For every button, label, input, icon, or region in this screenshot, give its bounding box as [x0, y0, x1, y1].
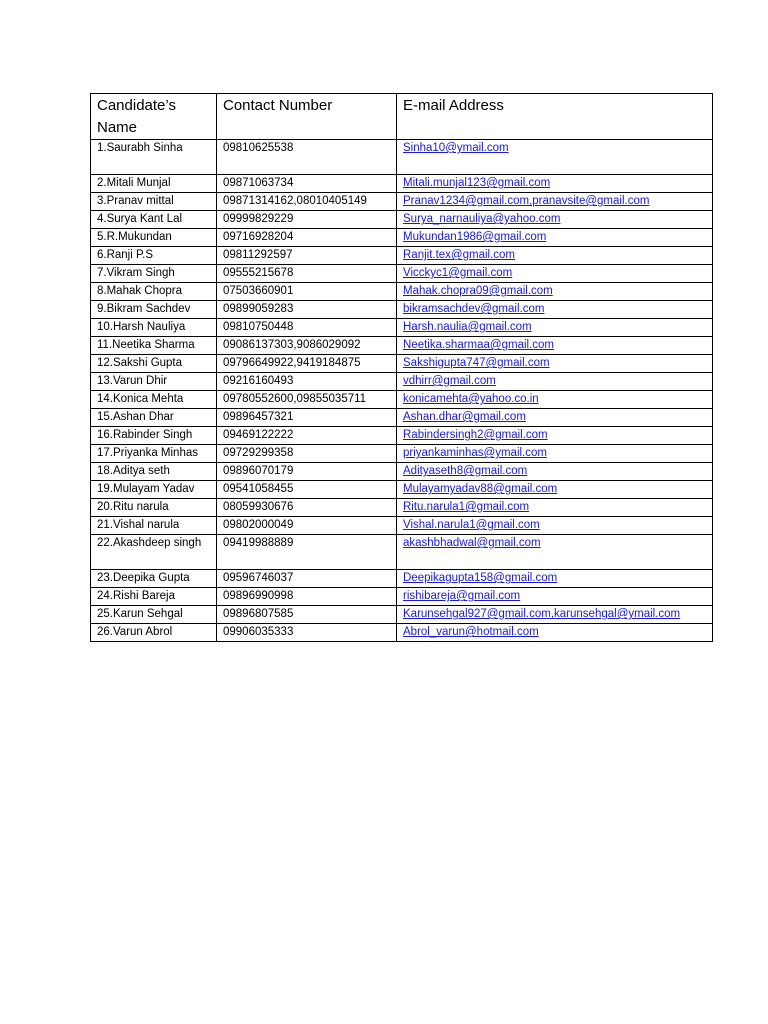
contact-number-cell: 09541058455: [217, 481, 397, 499]
contact-number-cell: 09086137303,9086029092: [217, 337, 397, 355]
email-cell: [397, 265, 713, 283]
table-row: [91, 373, 713, 391]
table-row: [91, 517, 713, 535]
table-row: [91, 319, 713, 337]
table-row: [91, 193, 713, 211]
email-link[interactable]: Vicckyc1@gmail.com: [403, 267, 513, 279]
email-cell: [397, 211, 713, 229]
email-link[interactable]: Deepikagupta158@gmail.com: [403, 572, 558, 584]
email-link[interactable]: Mulayamyadav88@gmail.com: [403, 483, 558, 495]
contact-number-cell: 09419988889: [217, 535, 397, 570]
table-row: [91, 211, 713, 229]
email-link[interactable]: Ranjit.tex@gmail.com: [403, 249, 516, 261]
email-link[interactable]: Pranav1234@gmail.com,pranavsite@gmail.com: [403, 195, 650, 207]
email-link[interactable]: Mukundan1986@gmail.com: [403, 231, 547, 243]
header-candidate-name: Candidate’s Name: [91, 94, 217, 140]
candidate-name-cell: 26.Varun Abrol: [91, 624, 217, 642]
contact-number-cell: 09810750448: [217, 319, 397, 337]
email-cell: [397, 391, 713, 409]
contact-number-cell: 09896070179: [217, 463, 397, 481]
header-email-address: E-mail Address: [397, 94, 713, 140]
email-link[interactable]: Abrol_varun@hotmail.com: [403, 626, 539, 638]
contact-number-cell: 08059930676: [217, 499, 397, 517]
candidate-name-cell: 17.Priyanka Minhas: [91, 445, 217, 463]
candidate-name-cell: 11.Neetika Sharma: [91, 337, 217, 355]
contact-number-cell: 09716928204: [217, 229, 397, 247]
candidate-name-cell: 23.Deepika Gupta: [91, 570, 217, 588]
candidate-name-cell: 20.Ritu narula: [91, 499, 217, 517]
table-row: [91, 301, 713, 319]
email-cell: [397, 247, 713, 265]
email-link[interactable]: Vishal.narula1@gmail.com: [403, 519, 540, 531]
table-row: [91, 391, 713, 409]
contact-number-cell: 09596746037: [217, 570, 397, 588]
table-row: [91, 499, 713, 517]
table-body: [91, 140, 713, 642]
candidate-name-cell: 18.Aditya seth: [91, 463, 217, 481]
email-link[interactable]: Ashan.dhar@gmail.com: [403, 411, 526, 423]
email-link[interactable]: Ritu.narula1@gmail.com: [403, 501, 530, 513]
email-link[interactable]: rishibareja@gmail.com: [403, 590, 521, 602]
candidate-name-cell: 9.Bikram Sachdev: [91, 301, 217, 319]
contact-number-cell: 09469122222: [217, 427, 397, 445]
email-link[interactable]: bikramsachdev@gmail.com: [403, 303, 545, 315]
table-row: [91, 140, 713, 175]
contact-number-cell: 07503660901: [217, 283, 397, 301]
candidate-name-cell: 8.Mahak Chopra: [91, 283, 217, 301]
contact-number-cell: 09899059283: [217, 301, 397, 319]
email-link[interactable]: vdhirr@gmail.com: [403, 375, 496, 387]
candidate-name-cell: 6.Ranji P.S: [91, 247, 217, 265]
email-cell: [397, 337, 713, 355]
table-row: [91, 265, 713, 283]
contact-number-cell: 09906035333: [217, 624, 397, 642]
contact-number-cell: 09802000049: [217, 517, 397, 535]
candidate-name-cell: 19.Mulayam Yadav: [91, 481, 217, 499]
email-cell: [397, 193, 713, 211]
table-row: [91, 535, 713, 570]
candidate-name-cell: 21.Vishal narula: [91, 517, 217, 535]
email-cell: [397, 175, 713, 193]
table-header-row: [91, 94, 713, 140]
candidate-name-cell: 13.Varun Dhir: [91, 373, 217, 391]
table-row: [91, 427, 713, 445]
candidate-name-cell: 16.Rabinder Singh: [91, 427, 217, 445]
email-cell: [397, 409, 713, 427]
table-row: [91, 570, 713, 588]
contact-number-cell: 09796649922,9419184875: [217, 355, 397, 373]
table-row: [91, 229, 713, 247]
candidate-name-cell: 2.Mitali Munjal: [91, 175, 217, 193]
candidate-contacts-table: [90, 93, 713, 642]
contact-number-cell: 09896990998: [217, 588, 397, 606]
contact-number-cell: 09896807585: [217, 606, 397, 624]
email-link[interactable]: Rabindersingh2@gmail.com: [403, 429, 548, 441]
email-cell: [397, 229, 713, 247]
email-link[interactable]: Mitali.munjal123@gmail.com: [403, 177, 551, 189]
email-cell: [397, 140, 713, 175]
table-row: [91, 409, 713, 427]
contact-number-cell: 09810625538: [217, 140, 397, 175]
contact-number-cell: 09729299358: [217, 445, 397, 463]
email-link[interactable]: Neetika.sharmaa@gmail.com: [403, 339, 555, 351]
email-link[interactable]: Sakshigupta747@gmail.com: [403, 357, 550, 369]
candidate-name-cell: 3.Pranav mittal: [91, 193, 217, 211]
email-cell: [397, 373, 713, 391]
candidate-name-cell: 5.R.Mukundan: [91, 229, 217, 247]
contact-number-cell: 09999829229: [217, 211, 397, 229]
candidate-name-cell: 22.Akashdeep singh: [91, 535, 217, 570]
email-link[interactable]: priyankaminhas@ymail.com: [403, 447, 547, 459]
candidate-name-cell: 4.Surya Kant Lal: [91, 211, 217, 229]
candidate-name-cell: 1.Saurabh Sinha: [91, 140, 217, 175]
email-cell: [397, 517, 713, 535]
email-link[interactable]: Harsh.naulia@gmail.com: [403, 321, 532, 333]
table-row: [91, 463, 713, 481]
contact-number-cell: 09555215678: [217, 265, 397, 283]
table-row: [91, 445, 713, 463]
table-row: [91, 624, 713, 642]
email-cell: [397, 355, 713, 373]
email-cell: [397, 319, 713, 337]
candidate-name-cell: 25.Karun Sehgal: [91, 606, 217, 624]
email-cell: [397, 499, 713, 517]
email-link[interactable]: Sinha10@ymail.com: [403, 142, 509, 154]
email-link[interactable]: Adityaseth8@gmail.com: [403, 465, 528, 477]
email-link[interactable]: Surya_narnauliya@yahoo.com: [403, 213, 561, 225]
table-row: [91, 355, 713, 373]
table-row: [91, 283, 713, 301]
email-cell: [397, 624, 713, 642]
table-row: [91, 481, 713, 499]
email-link[interactable]: Karunsehgal927@gmail.com,karunsehgal@ymail.com: [403, 608, 681, 620]
email-link[interactable]: akashbhadwal@gmail.com: [403, 537, 541, 549]
email-link[interactable]: Mahak.chopra09@gmail.com: [403, 285, 553, 297]
candidate-name-cell: 10.Harsh Nauliya: [91, 319, 217, 337]
candidate-name-cell: 7.Vikram Singh: [91, 265, 217, 283]
email-cell: [397, 427, 713, 445]
email-cell: [397, 301, 713, 319]
email-cell: [397, 588, 713, 606]
contact-number-cell: 09871063734: [217, 175, 397, 193]
email-cell: [397, 481, 713, 499]
contact-number-cell: 09811292597: [217, 247, 397, 265]
contact-number-cell: 09871314162,08010405149: [217, 193, 397, 211]
contact-number-cell: 09780552600,09855035711: [217, 391, 397, 409]
candidate-name-cell: 15.Ashan Dhar: [91, 409, 217, 427]
email-cell: [397, 606, 713, 624]
email-link[interactable]: konicamehta@yahoo.co.in: [403, 393, 539, 405]
table-row: [91, 606, 713, 624]
candidate-name-cell: 12.Sakshi Gupta: [91, 355, 217, 373]
email-cell: [397, 535, 713, 570]
contact-number-cell: 09216160493: [217, 373, 397, 391]
contact-number-cell: 09896457321: [217, 409, 397, 427]
candidate-name-cell: 14.Konica Mehta: [91, 391, 217, 409]
email-cell: [397, 570, 713, 588]
header-contact-number: Contact Number: [217, 94, 397, 140]
table-row: [91, 247, 713, 265]
table-row: [91, 588, 713, 606]
email-cell: [397, 445, 713, 463]
table-row: [91, 337, 713, 355]
email-cell: [397, 283, 713, 301]
email-cell: [397, 463, 713, 481]
table-row: [91, 175, 713, 193]
candidate-name-cell: 24.Rishi Bareja: [91, 588, 217, 606]
